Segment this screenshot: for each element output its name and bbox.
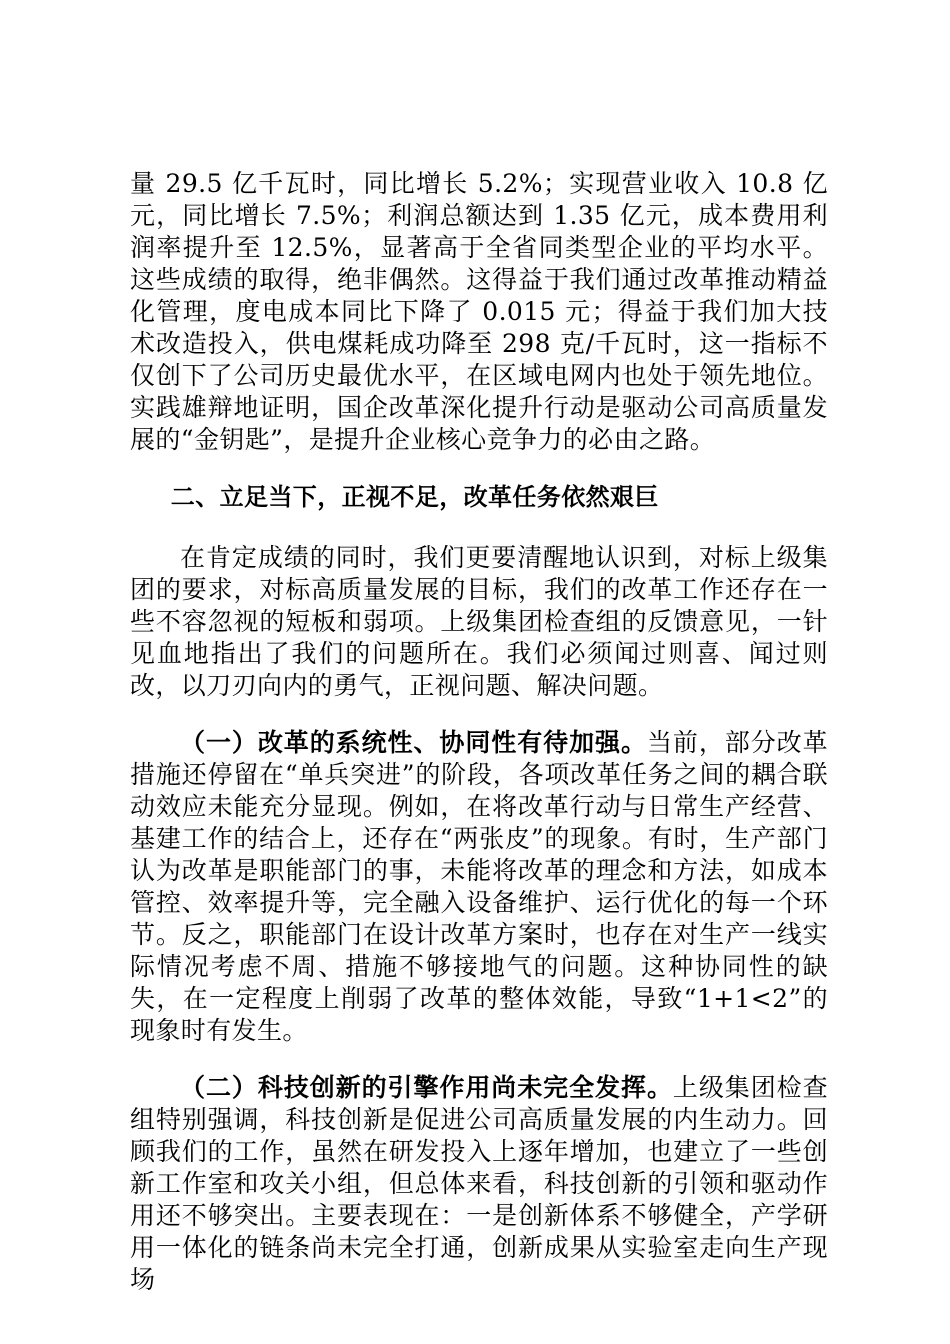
point-1-body: 当前，部分改革措施还停留在“单兵突进”的阶段，各项改革任务之间的耦合联动效应未能充分显现。例如，在将改革行动与日常生产经营、基建工作的结合上，还存在“两张皮”的现象。有时，生产部门认为改革是职能部门的事，未能将改革的理念和方法，如成本管控、效率提升等，完全融入设备维护、运行优化的每一个环节。反之，职能部门在设计改革方案时，也存在对生产一线实际情况考虑不周、措施不够接地气的问题。这种协同性的缺失，在一定程度上削弱了改革的整体效能，导致“1+1<2”的现象时有发生。: [130, 728, 828, 1045]
paragraph-point-2: [130, 1072, 828, 1296]
section-heading-2: 二、立足当下，正视不足，改革任务依然艰巨: [170, 483, 659, 511]
point-2-body: 上级集团检查组特别强调，科技创新是促进公司高质量发展的内生动力。回顾我们的工作，虽然在研发投入上逐年增加，也建立了一些创新工作室和攻关小组，但总体来看，科技创新的引领和驱动作用还不够突出。主要表现在：一是创新体系不够健全，产学研用一体化的链条尚未完全打通，创新成果从实验室走向生产现场: [130, 1073, 828, 1294]
document-body: [130, 168, 828, 1321]
paragraph-achievements: 量 29.5 亿千瓦时，同比增长 5.2%；实现营业收入 10.8 亿元，同比增长 7.5%；利润总额达到 1.35 亿元，成本费用利润率提升至 12.5%，显著高于全省同类型企业的平均水平。这些成绩的取得，绝非偶然。这得益于我们通过改革推动精益化管理，度电成本同比下降了 0.015 元；得益于我们加大技术改造投入，供电煤耗成功降至 298 克/千瓦时，这一指标不仅创下了公司历史最优水平，在区域电网内也处于领先地位。实践雄辩地证明，国企改革深化提升行动是驱动公司高质量发展的“金钥匙”，是提升企业核心竞争力的必由之路。: [130, 169, 828, 454]
point-2-lead: （二）科技创新的引擎作用尚未完全发挥。: [180, 1073, 673, 1102]
paragraph-point-1: [130, 727, 828, 1047]
point-1-lead: （一）改革的系统性、协同性有待加强。: [180, 728, 647, 757]
paragraph-shortcomings-intro: 在肯定成绩的同时，我们更要清醒地认识到，对标上级集团的要求，对标高质量发展的目标，我们的改革工作还存在一些不容忽视的短板和弱项。上级集团检查组的反馈意见，一针见血地指出了我们的问题所在。我们必须闻过则喜、闻过则改，以刀刃向内的勇气，正视问题、解决问题。: [130, 543, 828, 700]
